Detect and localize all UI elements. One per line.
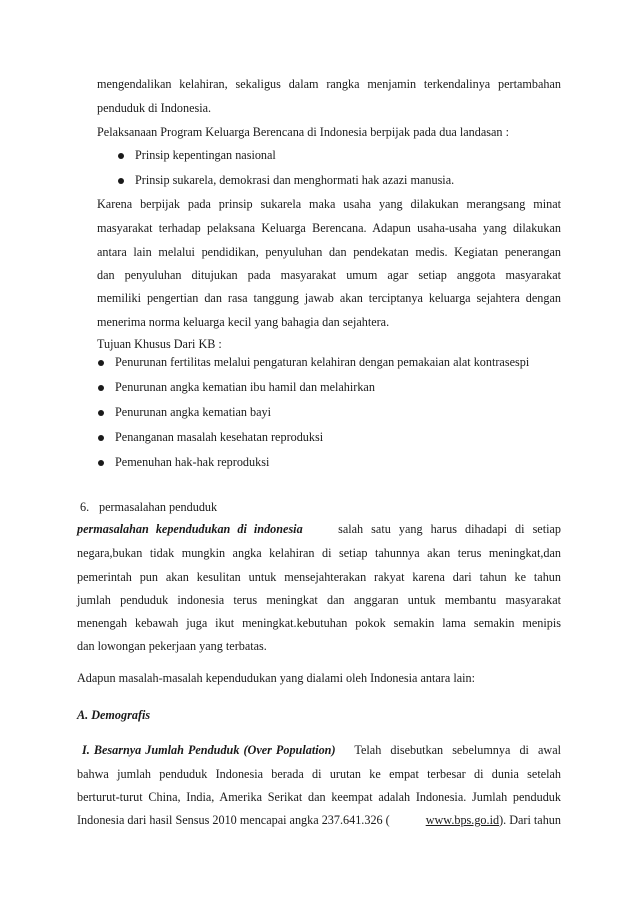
paragraph-line: antara lain melalui pendidikan, penyuluhan dan pendekatan medis. Kegiatan penerangan bbox=[97, 245, 561, 259]
paragraph-text: salah satu yang harus dihadapi di setiap bbox=[338, 522, 561, 536]
paragraph-line: mengendalikan kelahiran, sekaligus dalam rangka menjamin terkendalinya pertambahan bbox=[97, 77, 561, 91]
paragraph-line: pemerintah pun akan kesulitan untuk mensejahterakan rakyat karena dari tahun ke tahun bbox=[77, 570, 561, 584]
list-item: Prinsip sukarela, demokrasi dan menghormati hak azazi manusia. bbox=[135, 173, 455, 187]
paragraph-line bbox=[77, 813, 561, 828]
paragraph-text: ). Dari tahun bbox=[499, 813, 561, 827]
section-title: permasalahan penduduk bbox=[99, 500, 218, 514]
paragraph-line: menengah kebawah juga ikut meningkat.kebutuhan pokok semakin lama semakin menipis bbox=[77, 616, 561, 630]
paragraph-text: Telah disebutkan sebelumnya di awal bbox=[354, 743, 561, 757]
paragraph-text: Indonesia dari hasil Sensus 2010 mencapai angka 237.641.326 ( bbox=[77, 813, 390, 827]
bullet-icon bbox=[118, 153, 124, 159]
list-item: Penanganan masalah kesehatan reproduksi bbox=[115, 430, 324, 444]
bullet-icon bbox=[118, 178, 124, 184]
list-title: Tujuan Khusus Dari KB : bbox=[97, 337, 222, 351]
bullet-icon bbox=[98, 360, 104, 366]
bullet-icon bbox=[98, 385, 104, 391]
paragraph-line: memiliki pengertian dan rasa tanggung jawab akan terciptanya keluarga sejahtera dengan bbox=[97, 291, 561, 305]
paragraph-line: dan penyuluhan ditujukan pada masyarakat umum agar setiap anggota masyarakat bbox=[97, 268, 561, 282]
list-item: Penurunan angka kematian ibu hamil dan melahirkan bbox=[115, 380, 375, 394]
section-number: 6. bbox=[80, 500, 90, 514]
emphasis-text: permasalahan kependudukan di indonesia bbox=[77, 522, 303, 536]
paragraph-line: dan lowongan pekerjaan yang terbatas. bbox=[77, 639, 267, 653]
paragraph-line bbox=[77, 743, 561, 758]
bullet-icon bbox=[98, 410, 104, 416]
bullet-icon bbox=[98, 460, 104, 466]
paragraph-line: penduduk di Indonesia. bbox=[97, 101, 212, 115]
paragraph-line: berturut-turut China, India, Amerika Serikat dan keempat adalah Indonesia. Jumlah penduduk bbox=[77, 790, 561, 804]
list-item: Prinsip kepentingan nasional bbox=[135, 148, 276, 162]
paragraph-line bbox=[77, 522, 561, 537]
subsection-heading: A. Demografis bbox=[77, 708, 151, 722]
paragraph-line: Adapun masalah-masalah kependudukan yang dialami oleh Indonesia antara lain: bbox=[77, 671, 475, 685]
paragraph-line: Karena berpijak pada prinsip sukarela maka usaha yang dilakukan merangsang minat bbox=[97, 197, 561, 211]
paragraph-line: masyarakat terhadap pelaksana Keluarga Berencana. Adapun usaha-usaha yang dilakukan bbox=[97, 221, 561, 235]
paragraph-line: menerima norma keluarga kecil yang bahagia dan sejahtera. bbox=[97, 315, 390, 329]
list-item: Penurunan fertilitas melalui pengaturan kelahiran dengan pemakaian alat kontrasespi bbox=[115, 355, 530, 369]
list-item: Penurunan angka kematian bayi bbox=[115, 405, 272, 419]
source-link[interactable]: www.bps.go.id bbox=[425, 813, 500, 827]
paragraph-line: bahwa jumlah penduduk Indonesia berada di urutan ke empat terbesar di dunia setelah bbox=[77, 767, 561, 781]
bullet-icon bbox=[98, 435, 104, 441]
link-wrapper bbox=[426, 813, 561, 828]
paragraph-line: negara,bukan tidak mungkin angka kelahiran di setiap tahunnya akan terus meningkat,dan bbox=[77, 546, 561, 560]
paragraph-line: Pelaksanaan Program Keluarga Berencana di Indonesia berpijak pada dua landasan : bbox=[97, 125, 509, 139]
paragraph-line: jumlah penduduk indonesia terus meningkat dan anggaran untuk membantu masyarakat bbox=[77, 593, 561, 607]
emphasis-text: I. Besarnya Jumlah Penduduk (Over Population) bbox=[82, 743, 336, 757]
list-item: Pemenuhan hak-hak reproduksi bbox=[115, 455, 270, 469]
